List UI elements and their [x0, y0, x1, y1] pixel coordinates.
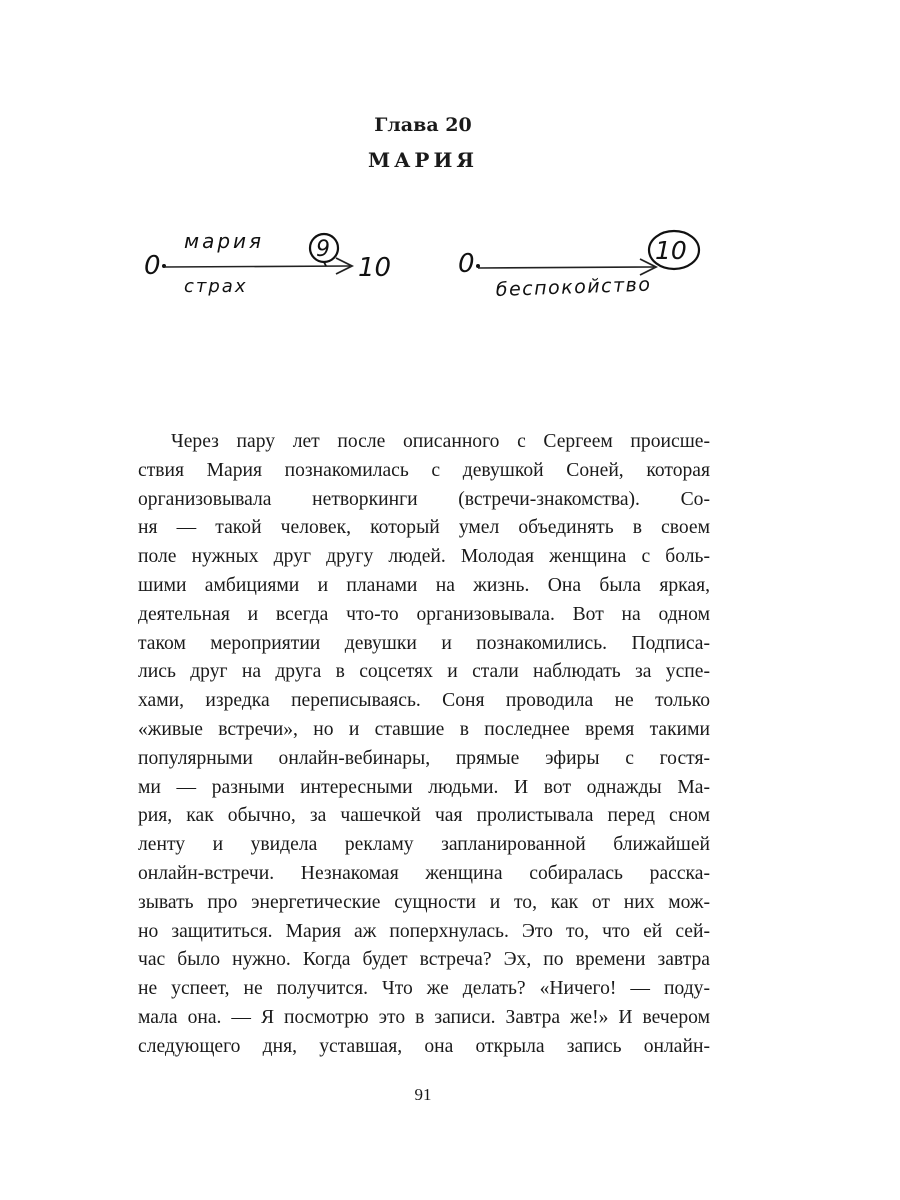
text-line: шими амбициями и планами на жизнь. Она была яркая,: [138, 574, 710, 596]
text-line: мала она. — Я посмотрю это в записи. Завтра же!» И вечером: [138, 1006, 710, 1028]
text-line: организовывала нетворкинги (встречи-знакомства). Со-: [138, 488, 710, 510]
text-line: ня — такой человек, который умел объединять в своем: [138, 517, 710, 539]
text-line: поле нужных друг другу людей. Молодая женщина с боль-: [138, 546, 710, 568]
text-line: деятельная и всегда что-то организовывала. Вот на одном: [138, 603, 710, 625]
scale-fear: [140, 222, 410, 302]
page-number: 91: [414, 1085, 432, 1104]
text-line: но защититься. Мария аж поперхнулась. Это то, что ей сей-: [138, 920, 710, 942]
text-line: онлайн-встречи. Незнакомая женщина собиралась расска-: [138, 862, 710, 884]
chapter-label: Глава 20: [374, 114, 472, 136]
text-line: ствия Мария познакомилась с девушкой Соней, которая: [138, 459, 710, 481]
scale-top-label: мария: [184, 229, 265, 253]
scale-bottom-label: страх: [184, 276, 248, 297]
text-line: Через пару лет после описанного с Сергеем происше-: [171, 431, 710, 452]
text-line: лись друг на друга в соцсетях и стали наблюдать за успе-: [138, 661, 710, 683]
scale-marked-value: 9: [316, 237, 330, 262]
text-line: рия, как обычно, за чашечкой чая пролистывала перед сном: [138, 805, 710, 827]
scale-anxiety: [454, 222, 714, 302]
scale-start-label: 0: [144, 251, 161, 281]
text-line: ми — разными интересными людьми. И вот однажды Ма-: [138, 776, 710, 798]
text-line: «живые встречи», но и ставшие в последнее время такими: [138, 718, 710, 740]
chapter-title: МАРИЯ: [368, 148, 478, 172]
text-line: час было нужно. Когда будет встреча? Эх, по времени завтра: [138, 949, 710, 971]
text-line: не успеет, не получится. Что же делать? «Ничего! — поду-: [138, 978, 710, 1000]
text-line: следующего дня, уставшая, она открыла запись онлайн-: [138, 1035, 710, 1057]
text-line: ленту и увидела рекламу запланированной ближайшей: [138, 834, 710, 856]
text-line: зывать про энергетические сущности и то, как от них мож-: [138, 891, 710, 913]
scale-marked-value: 10: [655, 236, 687, 265]
body-text: [138, 428, 710, 1062]
text-line: популярными онлайн-вебинары, прямые эфиры с гостя-: [138, 747, 710, 769]
scale-start-label: 0: [458, 249, 475, 279]
text-line: хами, изредка переписываясь. Соня проводила не только: [138, 690, 710, 712]
scale-end-label: 10: [358, 253, 392, 283]
text-line: таком мероприятии девушки и познакомились. Подписа-: [138, 632, 710, 654]
scale-bottom-label: беспокойство: [495, 273, 652, 301]
